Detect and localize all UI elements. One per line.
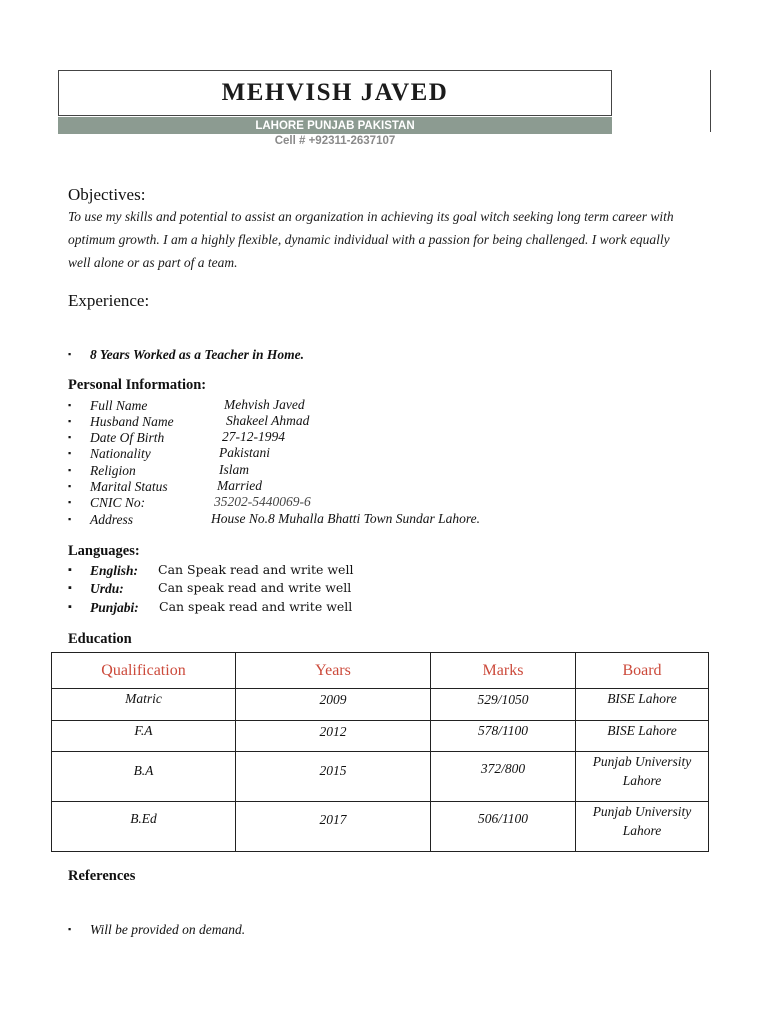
bullet-icon: ▪ xyxy=(68,448,72,458)
applicant-name: MEHVISH JAVED xyxy=(221,79,449,106)
personal-row xyxy=(68,413,174,430)
board-cell xyxy=(576,802,709,852)
language-row xyxy=(68,599,139,616)
personal-label: Nationality xyxy=(90,446,151,461)
qualification-cell: F.A xyxy=(52,721,236,752)
board-cell xyxy=(576,689,709,721)
board-line: BISE Lahore xyxy=(607,691,677,706)
personal-row xyxy=(68,429,164,446)
language-name: Punjabi: xyxy=(90,600,139,615)
year-cell: 2017 xyxy=(236,802,431,852)
bullet-icon: ▪ xyxy=(68,497,72,507)
experience-item xyxy=(68,346,304,363)
personal-row xyxy=(68,397,147,414)
bullet-icon: ▪ xyxy=(68,564,72,576)
bullet-icon: ▪ xyxy=(68,481,72,491)
personal-row xyxy=(68,478,168,495)
board-line: Lahore xyxy=(622,823,662,838)
table-row xyxy=(52,689,709,721)
language-desc: Can Speak read and write well xyxy=(158,562,354,577)
language-name: Urdu: xyxy=(90,581,124,596)
personal-value: Islam xyxy=(219,462,249,477)
education-table xyxy=(51,652,709,852)
language-desc: Can speak read and write well xyxy=(159,599,353,614)
marks-cell: 578/1100 xyxy=(431,721,576,752)
references-heading: References xyxy=(68,868,136,884)
year-cell: 2012 xyxy=(236,721,431,752)
personal-label: Marital Status xyxy=(90,479,168,494)
column-header: Years xyxy=(236,653,431,689)
language-row xyxy=(68,562,138,579)
personal-row xyxy=(68,494,145,511)
language-name: English: xyxy=(90,563,139,578)
personal-info-heading: Personal Information: xyxy=(68,377,207,393)
qualification-cell: B.Ed xyxy=(52,802,236,852)
marks-cell: 372/800 xyxy=(431,752,576,802)
bullet-icon: ▪ xyxy=(68,514,72,524)
personal-label: Religion xyxy=(90,463,136,478)
column-header: Marks xyxy=(431,653,576,689)
language-row xyxy=(68,580,124,597)
board-cell xyxy=(576,721,709,752)
personal-value: House No.8 Muhalla Bhatti Town Sundar Lahore. xyxy=(211,511,481,526)
column-header: Qualification xyxy=(52,653,236,689)
personal-value: Shakeel Ahmad xyxy=(226,413,310,428)
bullet-icon: ▪ xyxy=(68,601,72,613)
education-heading: Education xyxy=(68,631,132,647)
personal-label: CNIC No: xyxy=(90,495,146,510)
objectives-line: optimum growth. I am a highly flexible, dynamic individual with a passion for being challenged. I work equally xyxy=(68,232,670,247)
table-row xyxy=(52,752,709,802)
location-text: LAHORE PUNJAB PAKISTAN xyxy=(255,119,415,132)
year-cell: 2009 xyxy=(236,689,431,721)
marks-cell: 506/1100 xyxy=(431,802,576,852)
languages-heading: Languages: xyxy=(68,543,140,559)
board-line: Punjab University xyxy=(592,804,692,819)
location-band xyxy=(58,117,612,134)
personal-value: Married xyxy=(217,478,262,493)
personal-label: Date Of Birth xyxy=(90,430,165,445)
bullet-icon: ▪ xyxy=(68,349,72,359)
references-text: Will be provided on demand. xyxy=(90,922,246,937)
experience-heading: Experience: xyxy=(68,291,150,310)
personal-value: 27-12-1994 xyxy=(222,429,285,444)
personal-label: Husband Name xyxy=(90,414,174,429)
personal-row xyxy=(68,445,151,462)
bullet-icon: ▪ xyxy=(68,924,72,934)
personal-value: Mehvish Javed xyxy=(224,397,305,412)
personal-label: Address xyxy=(90,512,133,527)
personal-value: 35202-5440069-6 xyxy=(214,494,311,509)
year-cell: 2015 xyxy=(236,752,431,802)
references-item xyxy=(68,921,245,938)
objectives-text xyxy=(68,205,748,274)
table-row xyxy=(52,802,709,852)
bullet-icon: ▪ xyxy=(68,582,72,594)
name-box xyxy=(58,70,612,116)
table-header-row xyxy=(52,653,709,689)
column-header: Board xyxy=(576,653,709,689)
marks-cell: 529/1050 xyxy=(431,689,576,721)
personal-value: Pakistani xyxy=(219,445,270,460)
table-row xyxy=(52,721,709,752)
personal-row xyxy=(68,462,136,479)
objectives-heading: Objectives: xyxy=(68,185,146,204)
board-cell xyxy=(576,752,709,802)
bullet-icon: ▪ xyxy=(68,400,72,410)
objectives-line: To use my skills and potential to assist an organization in achieving its goal witch seeking long term career with xyxy=(68,209,674,224)
language-desc: Can speak read and write well xyxy=(158,580,352,595)
board-line: Punjab University xyxy=(592,754,692,769)
bullet-icon: ▪ xyxy=(68,416,72,426)
qualification-cell: B.A xyxy=(52,752,236,802)
bullet-icon: ▪ xyxy=(68,432,72,442)
bullet-icon: ▪ xyxy=(68,465,72,475)
personal-row xyxy=(68,511,133,528)
qualification-cell: Matric xyxy=(52,689,236,721)
objectives-line: well alone or as part of a team. xyxy=(68,255,238,270)
experience-text: 8 Years Worked as a Teacher in Home. xyxy=(90,347,305,362)
board-line: BISE Lahore xyxy=(607,723,677,738)
personal-label: Full Name xyxy=(90,398,148,413)
board-line: Lahore xyxy=(622,773,662,788)
header-divider xyxy=(710,70,711,132)
cell-number: Cell # +92311-2637107 xyxy=(274,135,396,147)
